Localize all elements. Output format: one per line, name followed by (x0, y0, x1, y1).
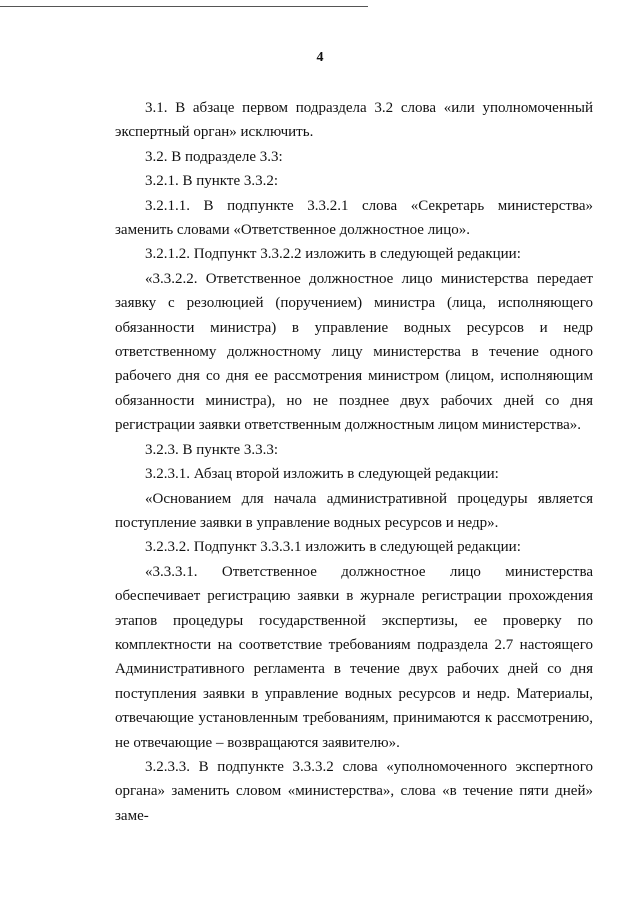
top-rule (0, 6, 368, 7)
paragraph-3-2: 3.2. В подразделе 3.3: (145, 148, 283, 165)
paragraph-3-3-3-1-quote: «3.3.3.1. Ответственное должностное лицо министерства обеспечивает регистрацию заявки в журнале регистрации прохождения этапов процедуры государственной экспертизы, ее проверку по комплектности на соответствие требованиям подраздела 2.7 настоящего Административного регламента в течение двух рабочих дней со дня поступления заявки в управление водных ресурсов и недр. Материалы, отвечающие установленным требованиям, принимаются к рассмотрению, не отвечающие – возвращаются заявителю». (115, 563, 593, 751)
paragraph-3-2-1-1: 3.2.1.1. В подпункте 3.3.2.1 слова «Секретарь министерства» заменить словами «Ответственное должностное лицо». (115, 197, 593, 239)
document-body (115, 96, 593, 828)
paragraph-3-2-3: 3.2.3. В пункте 3.3.3: (145, 441, 279, 458)
paragraph-basis-quote: «Основанием для начала административной процедуры является поступление заявки в управление водных ресурсов и недр». (115, 490, 593, 531)
paragraph-3-1: 3.1. В абзаце первом подраздела 3.2 слова «или уполномоченный экспертный орган» исключить. (115, 100, 593, 141)
paragraph-3-2-1-2: 3.2.1.2. Подпункт 3.3.2.2 изложить в следующей редакции: (145, 246, 521, 263)
paragraph-3-2-3-1: 3.2.3.1. Абзац второй изложить в следующей редакции: (145, 466, 499, 483)
paragraph-3-2-3-2: 3.2.3.2. Подпункт 3.3.3.1 изложить в следующей редакции: (145, 539, 521, 556)
paragraph-3-3-2-2-quote: «3.3.2.2. Ответственное должностное лицо министерства передает заявку с резолюцией (поручением) министра (лица, исполняющего обязанности министра) в управление водных ресурсов и недр ответственному должностному лицу министерства в течение одного рабочего дня со дня ее рассмотрения министром (лицом, исполняющим обязанности министра), но не позднее двух рабочих дней со дня регистрации заявки ответственным должностным лицом министерства». (115, 270, 593, 434)
paragraph-3-2-1: 3.2.1. В пункте 3.3.2: (145, 173, 279, 190)
page-number: 4 (316, 50, 324, 65)
paragraph-3-2-3-3: 3.2.3.3. В подпункте 3.3.3.2 слова «уполномоченного экспертного органа» заменить словом «министерства», слова «в течение пяти дней» заме- (115, 758, 593, 824)
